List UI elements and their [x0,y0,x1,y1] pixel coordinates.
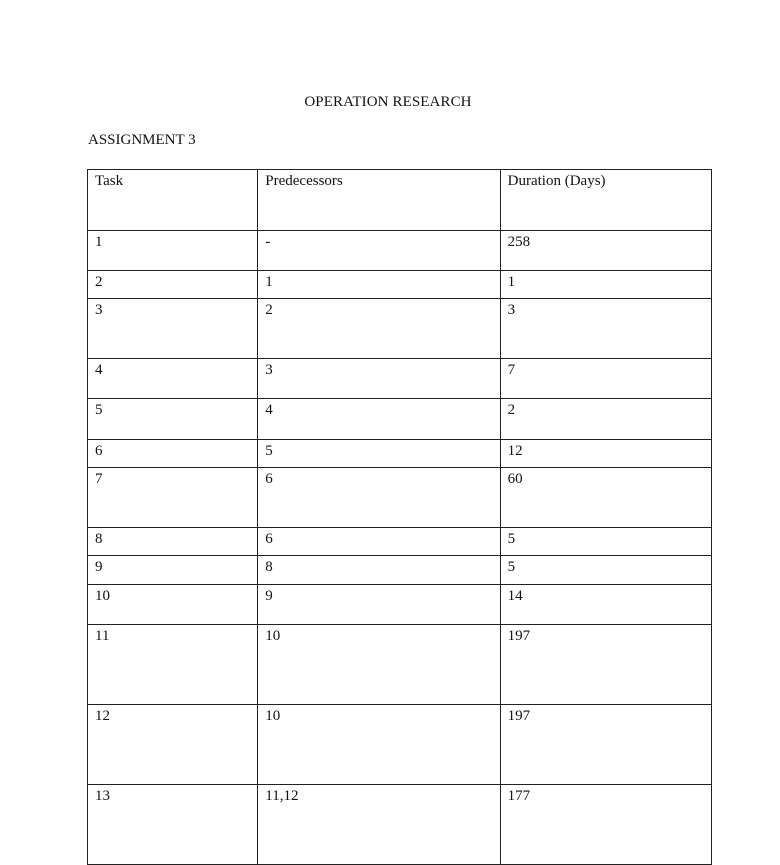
table-row [88,440,712,468]
cell-duration: 197 [500,625,711,705]
cell-duration: 3 [500,299,711,359]
cell-predecessors: 6 [258,528,500,556]
cell-predecessors: 3 [258,359,500,399]
cell-predecessors: 10 [258,705,500,785]
table-header-row [88,170,712,231]
document-title: OPERATION RESEARCH [304,94,472,110]
assignment-heading: ASSIGNMENT 3 [88,132,196,148]
header-task: Task [88,170,258,231]
table-row [88,468,712,528]
table-row [88,528,712,556]
cell-predecessors: 10 [258,625,500,705]
cell-task: 13 [88,785,258,865]
cell-predecessors: 6 [258,468,500,528]
cell-predecessors: 9 [258,585,500,625]
cell-duration: 1 [500,271,711,299]
table-row [88,271,712,299]
cell-task: 12 [88,705,258,785]
table-row [88,299,712,359]
header-duration: Duration (Days) [500,170,711,231]
task-table [87,169,712,865]
cell-task: 2 [88,271,258,299]
cell-predecessors: - [258,231,500,271]
cell-task: 6 [88,440,258,468]
cell-duration: 2 [500,399,711,440]
cell-duration: 60 [500,468,711,528]
cell-predecessors: 5 [258,440,500,468]
cell-predecessors: 4 [258,399,500,440]
cell-task: 7 [88,468,258,528]
table-row [88,231,712,271]
cell-task: 5 [88,399,258,440]
cell-task: 9 [88,556,258,585]
cell-duration: 177 [500,785,711,865]
cell-task: 10 [88,585,258,625]
cell-predecessors: 2 [258,299,500,359]
table-row [88,359,712,399]
cell-duration: 258 [500,231,711,271]
cell-task: 11 [88,625,258,705]
cell-predecessors: 8 [258,556,500,585]
cell-duration: 7 [500,359,711,399]
table-row [88,625,712,705]
cell-task: 8 [88,528,258,556]
table-row [88,556,712,585]
cell-duration: 5 [500,528,711,556]
table-row [88,705,712,785]
table-row [88,399,712,440]
cell-task: 1 [88,231,258,271]
cell-task: 4 [88,359,258,399]
table-row [88,585,712,625]
cell-predecessors: 1 [258,271,500,299]
header-predecessors: Predecessors [258,170,500,231]
cell-duration: 14 [500,585,711,625]
cell-duration: 5 [500,556,711,585]
cell-duration: 197 [500,705,711,785]
cell-predecessors: 11,12 [258,785,500,865]
table-row [88,785,712,865]
cell-task: 3 [88,299,258,359]
cell-duration: 12 [500,440,711,468]
